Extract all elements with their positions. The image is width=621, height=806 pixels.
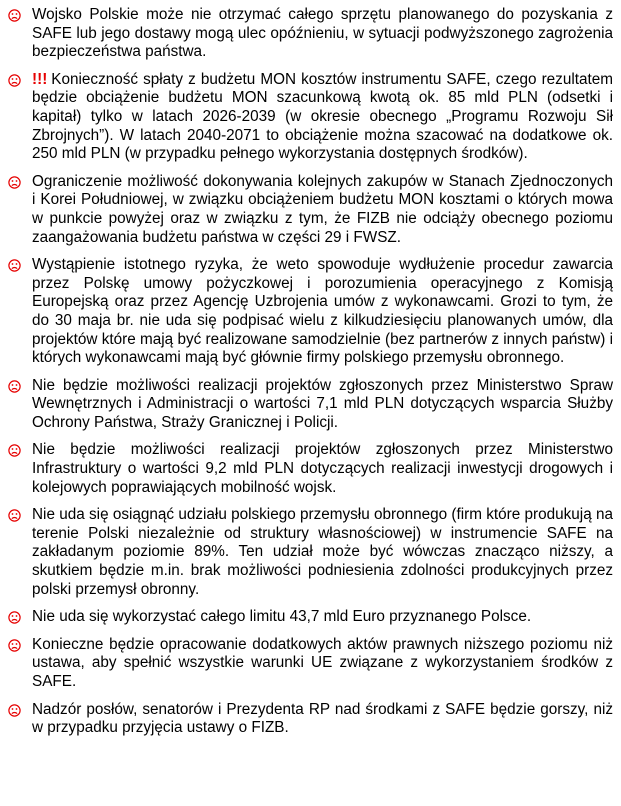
bullet-item — [8, 441, 613, 497]
bullet-text: Nie uda się wykorzystać całego limitu 43,7 mld Euro przyznanego Polsce. — [32, 608, 532, 626]
bullet-item — [8, 377, 613, 433]
bullet-item — [8, 701, 613, 738]
sad-face-icon — [8, 9, 21, 22]
bullet-text: Konieczne będzie opracowanie dodatkowych aktów prawnych niższego poziomu niż ustawa, aby spełnić wszystkie warunki UE związane z wykorzystaniem środków z SAFE. — [32, 635, 613, 690]
bullet-item — [8, 608, 613, 627]
sad-face-icon — [8, 509, 21, 522]
bullet-item — [8, 173, 613, 247]
bullet-text: Ograniczenie możliwość dokonywania kolejnych zakupów w Stanach Zjednoczonych i Korei Południowej, w związku obciążeniem budżetu MON kosztami o których mowa w punkcie powyżej oraz w związku z tym, że FIZB nie odciąży obecnego poziomu zaangażowania budżetu państwa w części 29 i FWSZ. — [32, 172, 613, 246]
bullet-text: Konieczność spłaty z budżetu MON kosztów instrumentu SAFE, czego rezultatem będzie obciążenie budżetu MON szacunkową kwotą ok. 85 mld PLN (odsetki i kapitał) tylko w latach 2026-2039 (w okresie obecnego „Programu Rozwoju Sił Zbrojnych”). W latach 2040-2071 to obciążenie można szacować na dodatkowe ok. 250 mld PLN (w przypadku pełnego wykorzystania dostępnych środków). — [32, 70, 613, 163]
sad-face-icon — [8, 380, 21, 393]
sad-face-icon — [8, 259, 21, 272]
sad-face-icon — [8, 704, 21, 717]
bullet-item — [8, 256, 613, 368]
alert-mark: !!! — [32, 70, 48, 88]
sad-face-icon — [8, 611, 21, 624]
sad-face-icon — [8, 444, 21, 457]
bullet-text: Wystąpienie istotnego ryzyka, że weto spowoduje wydłużenie procedur zawarcia przez Polskę umowy pożyczkowej i porozumienia operacyjnego z Komisją Europejską oraz przez Agencję Uzbrojenia umów z wykonawcami. Grozi to tym, że do 30 maja br. nie uda się podpisać wielu z kilkudziesięciu planowanych umów, dla projektów które mają być realizowane samodzielnie (bez partnerów z innych państw) i których wykonawcami mają być głównie firmy polskiego przemysłu obronnego. — [32, 256, 613, 367]
bullet-text: Nie będzie możliwości realizacji projektów zgłoszonych przez Ministerstwo Infrastruktury o wartości 9,2 mld PLN dotyczących realizacji inwestycji drogowych i kolejowych poprawiających mobilność wojsk. — [32, 441, 613, 496]
sad-face-icon — [8, 74, 21, 87]
bullet-text: Nadzór posłów, senatorów i Prezydenta RP nad środkami z SAFE będzie gorszy, niż w przypadku przyjęcia ustawy o FIZB. — [32, 700, 613, 737]
bullet-item — [8, 506, 613, 599]
bullet-text: Nie będzie możliwości realizacji projektów zgłoszonych przez Ministerstwo Spraw Wewnętrznych i Administracji o wartości 7,1 mld PLN dotyczących wsparcia Służby Ochrony Państwa, Straży Granicznej i Policji. — [32, 376, 613, 431]
sad-face-icon — [8, 176, 21, 189]
bullet-text: Nie uda się osiągnąć udziału polskiego przemysłu obronnego (firm które produkują na terenie Polski niezależnie od struktury własnościowej) w instrumencie SAFE na zakładanym poziomie 89%. Ten udział może być wówczas znacząco niższy, a skutkiem będzie m.in. brak możliwości podniesienia zdolności produkcyjnych przez polski przemysł obronny. — [32, 506, 613, 598]
bullet-item — [8, 6, 613, 62]
bullet-text: Wojsko Polskie może nie otrzymać całego sprzętu planowanego do pozyskania z SAFE lub jego dostawy mogą ulec opóźnieniu, w sytuacji podwyższonego zagrożenia bezpieczeństwa państwa. — [32, 6, 613, 61]
sad-face-icon — [8, 639, 21, 652]
bullet-item — [8, 71, 613, 164]
bullet-item — [8, 636, 613, 692]
